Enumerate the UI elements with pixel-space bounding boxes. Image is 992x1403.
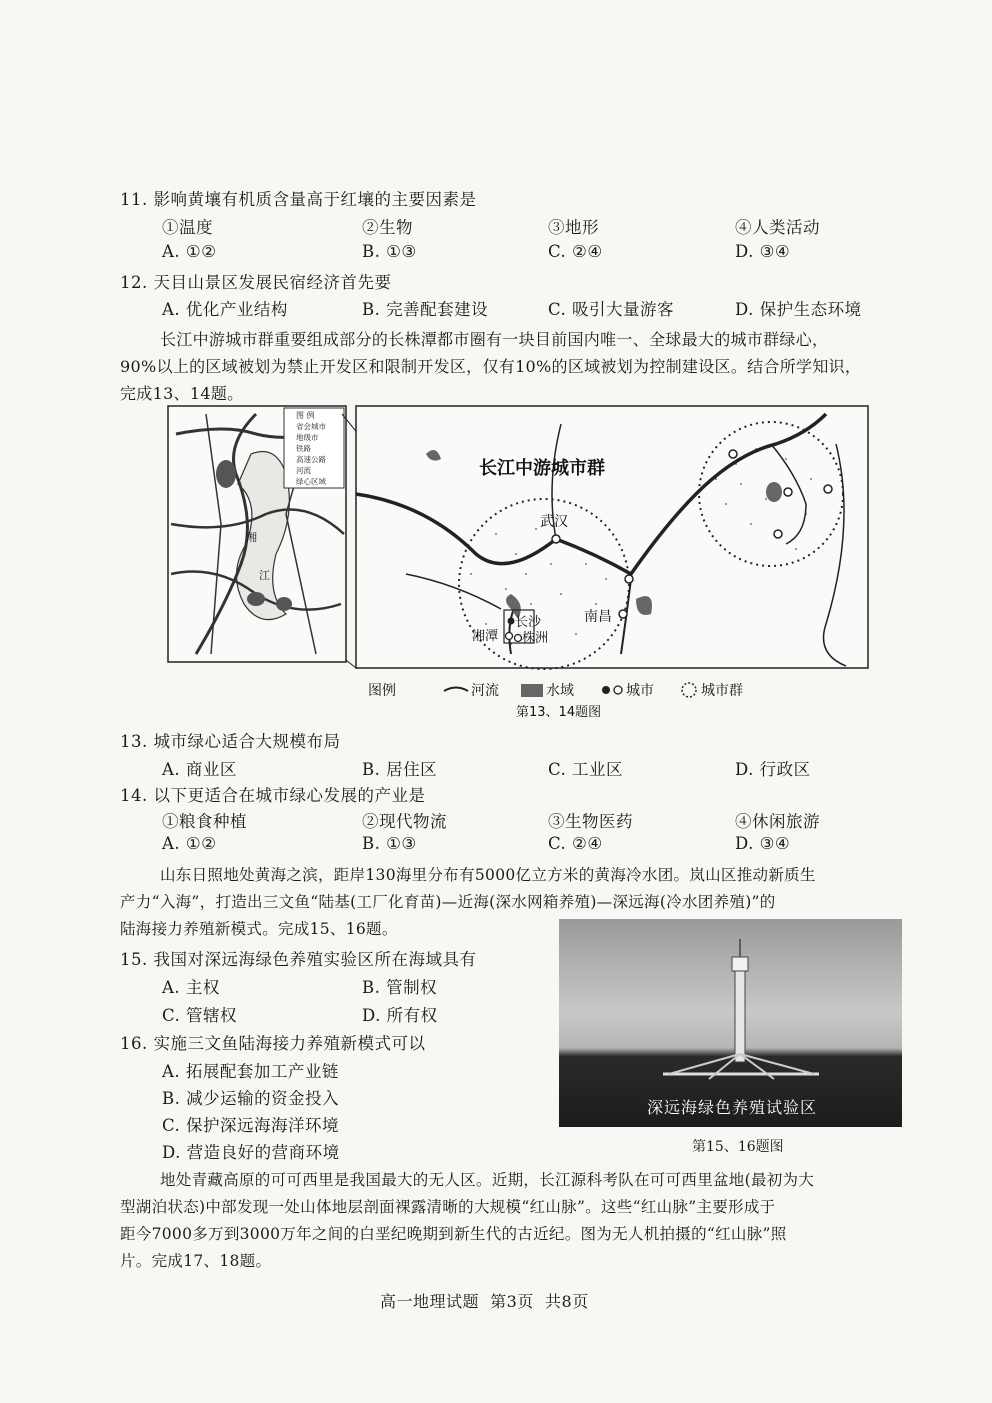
legend-water-symbol bbox=[521, 684, 543, 697]
q16-option-b: B. 减少运输的资金投入 bbox=[162, 1089, 340, 1108]
q11-option-b: B. ①③ bbox=[362, 242, 417, 261]
city-label-nanchang: 南昌 bbox=[584, 609, 612, 625]
city-marker bbox=[774, 530, 782, 538]
q14-option-d: D. ③④ bbox=[735, 834, 791, 853]
inset-legend-title: 图 例 bbox=[296, 411, 315, 420]
legend-cluster-symbol bbox=[682, 683, 696, 697]
city-label-xiangtan: 湘潭 bbox=[472, 629, 499, 644]
legend-city-symbol bbox=[602, 686, 610, 694]
passage-line: 完成13、14题。 bbox=[120, 384, 244, 403]
legend-city: 城市 bbox=[626, 683, 654, 699]
city-marker-changsha bbox=[508, 618, 515, 625]
legend-label: 图例 bbox=[368, 683, 396, 699]
q14-stem: 14. 以下更适合在城市绿心发展的产业是 bbox=[120, 786, 426, 805]
q12-option-b: B. 完善配套建设 bbox=[362, 300, 489, 319]
city-label-zhuzhou: 株洲 bbox=[522, 631, 549, 646]
q12-option-a: A. 优化产业结构 bbox=[162, 300, 288, 319]
legend-cluster: 城市群 bbox=[701, 683, 743, 699]
q11-item-3: ③地形 bbox=[548, 218, 599, 237]
q15-option-a: A. 主权 bbox=[162, 978, 220, 997]
legend-city-symbol bbox=[614, 686, 622, 694]
q11-item-4: ④人类活动 bbox=[735, 218, 820, 237]
city-label-wuhan: 武汉 bbox=[540, 514, 568, 530]
legend-river: 河流 bbox=[471, 683, 499, 699]
q15-option-c: C. 管辖权 bbox=[162, 1006, 238, 1025]
inset-legend-item: 高速公路 bbox=[296, 455, 326, 464]
legend-water: 水域 bbox=[546, 683, 574, 699]
q11-stem: 11. 影响黄壤有机质含量高于红壤的主要因素是 bbox=[120, 190, 477, 209]
q12-option-d: D. 保护生态环境 bbox=[735, 300, 862, 319]
taihu-lake bbox=[766, 482, 782, 502]
q15-option-b: B. 管制权 bbox=[362, 978, 438, 997]
inset-label-xiang: 湘 bbox=[246, 531, 257, 544]
inset-legend-item: 绿心区域 bbox=[296, 477, 326, 486]
main-map-frame bbox=[356, 406, 868, 668]
q12-stem: 12. 天目山景区发展民宿经济首先要 bbox=[120, 273, 392, 292]
passage-line: 产力“入海”，打造出三文鱼“陆基(工厂化育苗)—近海(深水网箱养殖)—深远海(冷水团养殖)”的 bbox=[120, 893, 776, 911]
q14-option-c: C. ②④ bbox=[548, 834, 603, 853]
city-marker bbox=[784, 488, 792, 496]
city-marker bbox=[824, 485, 832, 493]
city-marker-zhuzhou bbox=[515, 635, 522, 642]
q16-option-c: C. 保护深远海海洋环境 bbox=[162, 1116, 340, 1135]
q12-option-c: C. 吸引大量游客 bbox=[548, 300, 675, 319]
inset-legend-item: 河流 bbox=[296, 466, 311, 475]
photo-overlay-label: 深远海绿色养殖试验区 bbox=[647, 1098, 818, 1117]
city-marker-xiangtan bbox=[506, 633, 513, 640]
aquaculture-platform-photo bbox=[559, 919, 902, 1127]
q14-item-2: ②现代物流 bbox=[362, 812, 447, 831]
q14-item-3: ③生物医药 bbox=[548, 812, 633, 831]
passage-17-18 bbox=[120, 1167, 920, 1275]
inset-legend-item: 地级市 bbox=[296, 433, 319, 442]
passage-line: 长江中游城市群重要组成部分的长株潭都市圈有一块目前国内唯一、全球最大的城市群绿心， bbox=[160, 330, 829, 349]
zoom-connector bbox=[346, 660, 356, 668]
city-label-changsha: 长沙 bbox=[515, 615, 542, 630]
legend-river-symbol bbox=[444, 688, 468, 692]
city-marker bbox=[729, 450, 737, 458]
inset-legend-item: 省会城市 bbox=[296, 422, 326, 431]
passage-line: 地处青藏高原的可可西里是我国最大的无人区。近期，长江源科考队在可可西里盆地(最初为大 bbox=[160, 1171, 815, 1189]
q13-option-a: A. 商业区 bbox=[162, 760, 237, 779]
inset-city-changsha bbox=[216, 460, 236, 488]
city-marker-nanchang bbox=[619, 610, 627, 618]
city-marker bbox=[625, 575, 633, 583]
passage-line: 山东日照地处黄海之滨，距岸130海里分布有5000亿立方米的黄海冷水团。岚山区推动新质生 bbox=[160, 866, 816, 884]
page-footer: 高一地理试题 第3页 共8页 bbox=[380, 1292, 589, 1311]
map-caption: 第13、14题图 bbox=[516, 705, 602, 720]
inset-legend-item: 铁路 bbox=[296, 444, 311, 453]
inset-legend-box bbox=[284, 408, 344, 488]
q13-stem: 13. 城市绿心适合大规模布局 bbox=[120, 732, 341, 751]
q13-option-b: B. 居住区 bbox=[362, 760, 438, 779]
q16-option-d: D. 营造良好的营商环境 bbox=[162, 1143, 340, 1162]
q14-item-4: ④休闲旅游 bbox=[735, 812, 820, 831]
q14-item-1: ①粮食种植 bbox=[162, 812, 247, 831]
q11-item-2: ②生物 bbox=[362, 218, 413, 237]
inset-label-jiang: 江 bbox=[259, 569, 270, 582]
q11-item-1: ①温度 bbox=[162, 218, 213, 237]
passage-line: 片。完成17、18题。 bbox=[120, 1252, 272, 1270]
q16-option-a: A. 拓展配套加工产业链 bbox=[162, 1062, 339, 1081]
passage-line: 90%以上的区域被划为禁止开发区和限制开发区，仅有10%的区域被划为控制建设区。结合所学知识， bbox=[120, 357, 862, 376]
q15-stem: 15. 我国对深远海绿色养殖实验区所在海域具有 bbox=[120, 950, 477, 969]
photo-caption: 第15、16题图 bbox=[692, 1139, 784, 1155]
q11-option-d: D. ③④ bbox=[735, 242, 791, 261]
passage-line: 型湖泊状态)中部发现一处山体地层剖面裸露清晰的大规模“红山脉”。这些“红山脉”主要形成于 bbox=[120, 1198, 776, 1216]
city-marker-wuhan bbox=[552, 535, 560, 543]
passage-13-14 bbox=[120, 326, 920, 407]
q11-option-c: C. ②④ bbox=[548, 242, 603, 261]
passage-line: 陆海接力养殖新模式。完成15、16题。 bbox=[120, 920, 398, 938]
inset-city-zhuzhou bbox=[276, 597, 292, 611]
q11-option-a: A. ①② bbox=[162, 242, 217, 261]
q14-option-a: A. ①② bbox=[162, 834, 217, 853]
map-title: 长江中游城市群 bbox=[479, 458, 605, 479]
q15-option-d: D. 所有权 bbox=[362, 1006, 438, 1025]
yangtze-city-cluster-map bbox=[166, 404, 872, 724]
q13-option-d: D. 行政区 bbox=[735, 760, 811, 779]
q13-option-c: C. 工业区 bbox=[548, 760, 624, 779]
q16-stem: 16. 实施三文鱼陆海接力养殖新模式可以 bbox=[120, 1034, 426, 1053]
inset-city-xiangtan bbox=[247, 592, 265, 606]
q14-option-b: B. ①③ bbox=[362, 834, 417, 853]
passage-line: 距今7000多万到3000万年之间的白垩纪晚期到新生代的古近纪。图为无人机拍摄的“红山脉”照 bbox=[120, 1225, 787, 1243]
